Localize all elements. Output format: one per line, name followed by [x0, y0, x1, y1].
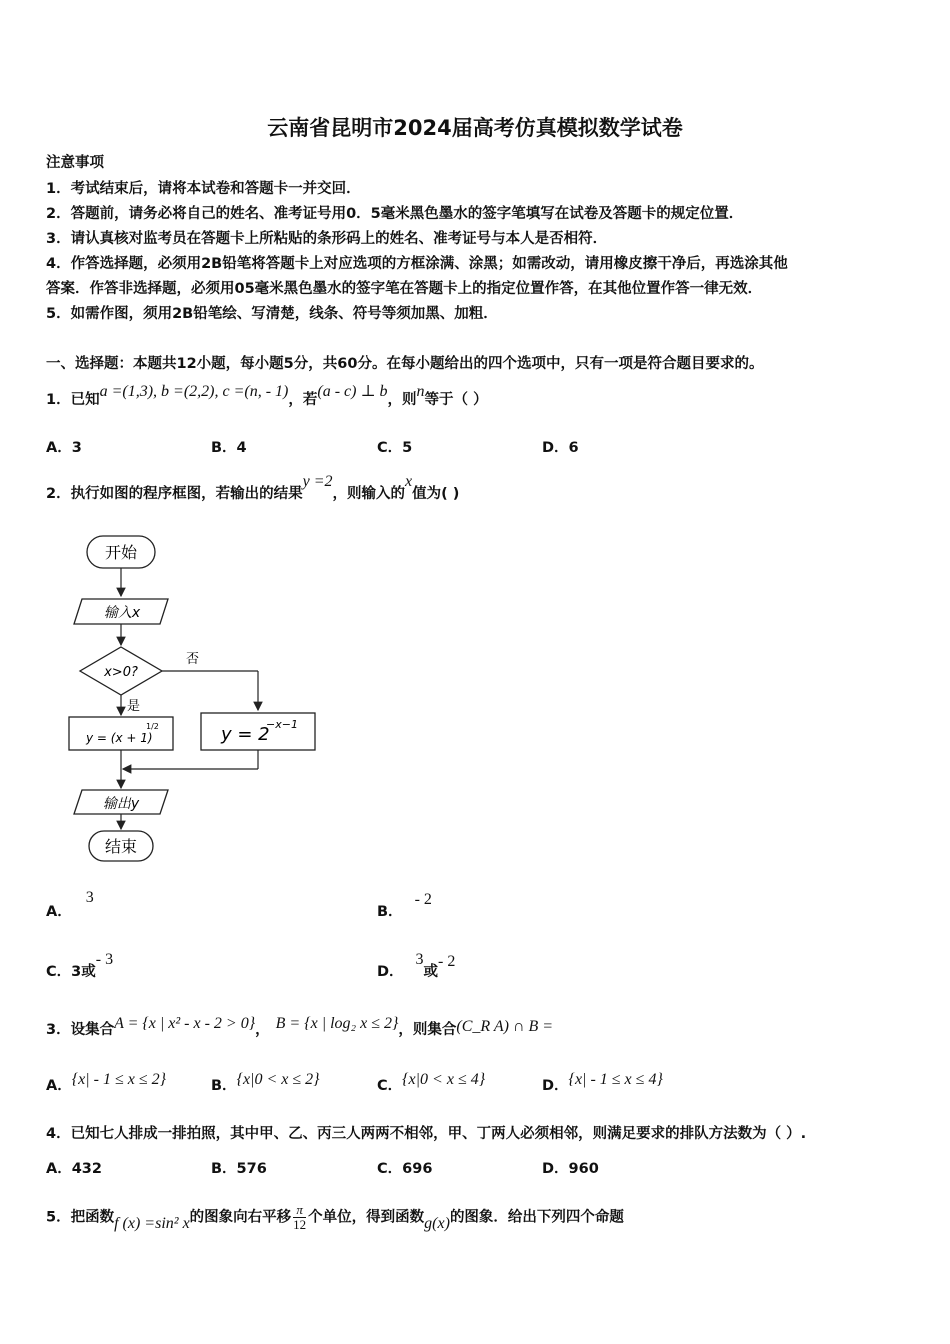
q3-option-d-label: D． — [542, 1078, 569, 1094]
q5-fraction-den: 12 — [293, 1217, 307, 1232]
notice-item-5: 5．如需作图，须用2B铅笔绘、写清楚，线条、符号等须加黑、加粗． — [46, 306, 498, 322]
q2-option-a — [46, 889, 94, 921]
flow-output-label: 输出y — [102, 796, 140, 812]
q3-option-c-value: {x|0 < x ≤ 4} — [402, 1071, 486, 1088]
q1-mid2: ，则 — [387, 392, 417, 408]
q4-stem: 4．已知七人排成一排拍照，其中甲、乙、丙三人两两不相邻，甲、丁两人必须相邻，则满足要求的排队方法数为（ ）. — [46, 1126, 807, 1142]
q3-option-a-label: A． — [46, 1078, 72, 1094]
q1-mid: ，若 — [288, 392, 318, 408]
q2-option-c-label: C．3或 — [46, 964, 96, 980]
q3-option-c-label: C． — [377, 1078, 403, 1094]
q2-suffix: 值为( ) — [412, 486, 460, 502]
q3-expression: (C_R A) ∩ B = — [456, 1018, 554, 1035]
q3-option-d-value: {x| - 1 ≤ x ≤ 4} — [568, 1071, 663, 1088]
q2-var: x — [405, 473, 413, 490]
q1-condition: (a - c) ⊥ b — [317, 383, 388, 400]
flow-yes-label: 是 — [127, 699, 141, 714]
q2-option-b-label: B． — [377, 904, 403, 920]
q3-option-c — [377, 1071, 486, 1095]
q2-option-d-or: 或 — [423, 964, 439, 980]
q3-set-b: B = {x | log₂ x ≤ 2} — [275, 1015, 399, 1032]
q5-mid2: 个单位，得到函数 — [308, 1209, 425, 1226]
q1-option-a: A．3 — [46, 440, 82, 456]
q5-function-f: f (x) =sin² x — [114, 1214, 190, 1232]
q4-option-c: C．696 — [377, 1161, 433, 1177]
q2-mid: ，则输入的 — [332, 486, 405, 502]
q2-option-d-label: D． — [377, 964, 404, 980]
q3-option-b-label: B． — [211, 1078, 237, 1094]
q1-var: n — [416, 383, 425, 400]
q3-option-b — [211, 1071, 320, 1095]
notice-item-4-cont: 答案．作答非选择题，必须用05毫米黑色墨水的签字笔在答题卡上的指定位置作答，在其他位置作答一律无效． — [46, 281, 763, 297]
q2-option-c — [46, 951, 114, 981]
q1-vectors: a =(1,3), b =(2,2), c =(n, - 1) — [99, 383, 289, 400]
flow-end-label: 结束 — [104, 837, 138, 856]
q5-stem — [46, 1203, 624, 1232]
q2-option-d-value1: 3 — [415, 951, 424, 968]
q3-mid: ，则集合 — [398, 1022, 457, 1038]
q1-prefix: 1．已知 — [46, 392, 100, 408]
q2-option-a-value: 3 — [85, 889, 94, 906]
q4-option-b: B．576 — [211, 1161, 267, 1177]
q2-option-b-value: - 2 — [414, 891, 432, 908]
q3-stem — [46, 1015, 554, 1039]
flow-no-exponent: −x−1 — [266, 718, 298, 731]
notice-item-2: 2．答题前，请务必将自己的姓名、准考证号用0．5毫米黑色墨水的签字笔填写在试卷及答题卡的规定位置． — [46, 206, 744, 222]
q2-prefix: 2．执行如图的程序框图，若输出的结果 — [46, 486, 303, 502]
flow-start-label: 开始 — [104, 543, 138, 562]
q5-function-g: g(x) — [424, 1214, 450, 1232]
page-title: 云南省昆明市2024届高考仿真模拟数学试卷 — [267, 116, 683, 140]
q3-option-a-value: {x| - 1 ≤ x ≤ 2} — [71, 1071, 167, 1088]
flow-yes-formula: y = (x + 1) — [86, 731, 153, 745]
q3-option-a — [46, 1071, 167, 1095]
q1-suffix: 等于（ ） — [424, 392, 488, 408]
q5-mid: 的图象向右平移 — [189, 1209, 292, 1226]
flow-decision-label: x>0? — [104, 665, 138, 680]
q3-option-b-value: {x|0 < x ≤ 2} — [236, 1071, 320, 1088]
q3-option-d — [542, 1071, 663, 1095]
notice-item-1: 1．考试结束后，请将本试卷和答题卡一并交回． — [46, 181, 361, 197]
q2-option-d — [377, 951, 456, 981]
q3-set-a: A = {x | x² - x - 2 > 0} — [114, 1015, 256, 1032]
q4-option-d: D．960 — [542, 1161, 599, 1177]
flowchart — [0, 520, 340, 865]
q2-stem — [46, 473, 460, 503]
q5-fraction-num: π — [293, 1203, 306, 1218]
q1-option-d: D．6 — [542, 440, 579, 456]
q2-option-b — [377, 891, 432, 921]
q1-option-b: B．4 — [211, 440, 247, 456]
notice-item-4: 4．作答选择题，必须用2B铅笔将答题卡上对应选项的方框涂满、涂黑；如需改动，请用橡皮擦干净后，再选涂其他 — [46, 256, 788, 272]
flow-yes-exponent: 1/2 — [146, 722, 159, 731]
q1-option-c: C．5 — [377, 440, 413, 456]
q2-result: y =2 — [302, 473, 333, 490]
q5-suffix: 的图象．给出下列四个命题 — [449, 1209, 624, 1226]
q5-fraction — [293, 1203, 306, 1232]
flow-no-label: 否 — [186, 652, 200, 667]
q2-option-c-value: - 3 — [95, 951, 114, 968]
flow-input-label: 输入x — [103, 605, 141, 621]
notice-heading: 注意事项 — [46, 155, 104, 171]
q1-stem — [46, 383, 488, 409]
q3-comma: ， — [255, 1022, 270, 1038]
notice-item-3: 3．请认真核对监考员在答题卡上所粘贴的条形码上的姓名、准考证号与本人是否相符． — [46, 231, 608, 247]
q2-option-a-label: A． — [46, 904, 72, 920]
q5-prefix: 5．把函数 — [46, 1209, 115, 1226]
q4-option-a: A．432 — [46, 1161, 102, 1177]
q3-prefix: 3．设集合 — [46, 1022, 115, 1038]
section-heading: 一、选择题：本题共12小题，每小题5分，共60分。在每小题给出的四个选项中，只有一项是符合题目要求的。 — [46, 356, 764, 372]
flow-no-formula: y = 2 — [221, 724, 270, 745]
q2-option-d-value2: - 2 — [438, 953, 456, 970]
